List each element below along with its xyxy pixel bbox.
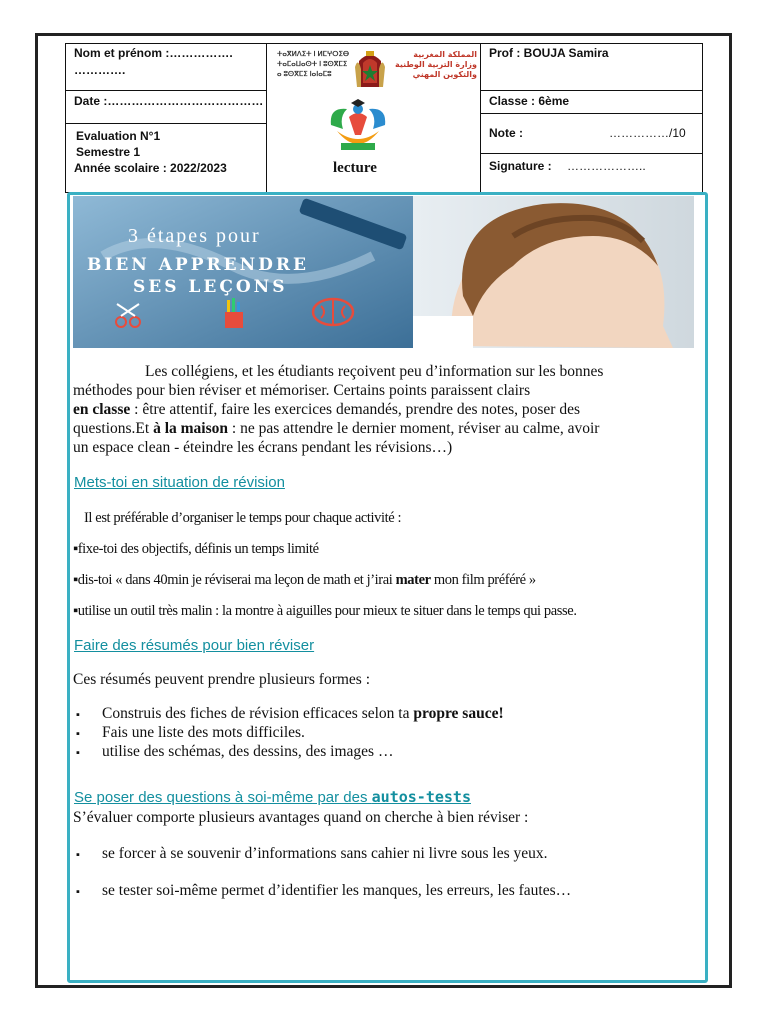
intro-line-1: Les collégiens, et les étudiants reçoivent peu d’information sur les bonnes bbox=[145, 363, 604, 380]
section-3-bullet-2: ▪ se tester soi-même permet d’identifier les manques, les erreurs, les fautes… bbox=[76, 882, 572, 899]
signature-dots: ……………….. bbox=[567, 159, 646, 173]
school-logo-icon bbox=[325, 95, 391, 155]
section-2-bullet-3: ▪ utilise des schémas, des dessins, des images … bbox=[76, 743, 394, 760]
section-1-p3: ▪dis-toi « dans 40min je réviserai ma leçon de math et j’irai mater mon film préféré » bbox=[73, 572, 536, 588]
name-label: Nom et prénom :……………. bbox=[74, 46, 233, 60]
intro-line-5: un espace clean - éteindre les écrans pendant les révisions…) bbox=[73, 439, 453, 456]
intro-paragraph bbox=[73, 362, 703, 457]
royal-crest-icon bbox=[355, 47, 385, 89]
prof-box bbox=[480, 43, 703, 91]
intro-line-2: méthodes pour bien réviser et mémoriser. Certains points paraissent clairs bbox=[73, 382, 531, 399]
ministry-arabic: المملكة المغربية وزارة التربية الوطنية والتكوين المهني bbox=[395, 50, 478, 79]
intro-line-4: questions.Et à la maison : ne pas attendre le dernier moment, réviser au calme, avoir bbox=[73, 420, 600, 437]
ministry-tifinagh: ⵜⴰⴳⵍⴷⵉⵜ ⵏ ⵍⵎⵖⵔⵉⴱ ⵜⴰⵎⴰⵡⴰⵙⵜ ⵏ ⵓⵙⴳⵎⵉ ⴰ ⵓⵙⴳⵎⵉ ⵏⴰⵏⴰⵎⵓ bbox=[277, 51, 350, 78]
name-box bbox=[65, 43, 267, 91]
subject-title: lecture bbox=[333, 160, 377, 176]
bullet-icon: ▪ bbox=[76, 728, 80, 740]
bullet-icon: ▪ bbox=[76, 886, 80, 898]
section-1-p2: ▪fixe-toi des objectifs, définis un temps limité bbox=[73, 541, 319, 557]
semester: Semestre 1 bbox=[76, 145, 141, 159]
section-2-intro: Ces résumés peuvent prendre plusieurs formes : bbox=[73, 671, 371, 688]
banner-line-3: SES LEÇONS bbox=[133, 277, 288, 297]
evaluation-number: Evaluation N°1 bbox=[76, 129, 161, 143]
intro-line-3: en classe : être attentif, faire les exercices demandés, prendre des notes, poser des bbox=[73, 401, 581, 418]
signature-box bbox=[480, 153, 703, 193]
bullet-icon: ▪ bbox=[76, 709, 80, 721]
class-box bbox=[480, 90, 703, 114]
date-label: Date :………………………………… bbox=[74, 94, 264, 108]
section-3-bullet-1: ▪ se forcer à se souvenir d’informations sans cahier ni livre sous les yeux. bbox=[76, 845, 548, 862]
section-1-title: Mets-toi en situation de révision bbox=[74, 474, 285, 491]
evaluation-box bbox=[65, 123, 267, 193]
class-label: Classe : 6ème bbox=[489, 94, 570, 108]
banner-line-1: 3 étapes pour bbox=[128, 225, 261, 247]
bullet-icon: ▪ bbox=[76, 747, 80, 759]
section-2-bullet-2: ▪ Fais une liste des mots difficiles. bbox=[76, 724, 305, 741]
signature-label: Signature : bbox=[489, 159, 552, 173]
note-box bbox=[480, 113, 703, 154]
name-dots: …………. bbox=[74, 63, 126, 77]
study-banner-image bbox=[73, 196, 694, 348]
date-box bbox=[65, 90, 267, 124]
note-value: ……………/10 bbox=[609, 126, 686, 140]
prof-name: Prof : BOUJA Samira bbox=[489, 46, 609, 60]
section-1-p1: Il est préférable d’organiser le temps pour chaque activité : bbox=[84, 510, 402, 526]
banner-line-2: BIEN APPRENDRE bbox=[87, 255, 309, 275]
note-label: Note : bbox=[489, 126, 523, 140]
section-1-p4: ▪utilise un outil très malin : la montre à aiguilles pour mieux te situer dans le temps qui passe. bbox=[73, 603, 577, 619]
school-year: Année scolaire : 2022/2023 bbox=[74, 161, 227, 175]
section-2-bullet-1: ▪ Construis des fiches de révision efficaces selon ta propre sauce! bbox=[76, 705, 504, 722]
section-2-title: Faire des résumés pour bien réviser bbox=[74, 637, 315, 654]
bullet-icon: ▪ bbox=[76, 849, 80, 861]
section-3-intro: S’évaluer comporte plusieurs avantages quand on cherche à bien réviser : bbox=[73, 809, 529, 826]
section-3-title: Se poser des questions à soi-même par des autos-tests bbox=[74, 788, 471, 806]
